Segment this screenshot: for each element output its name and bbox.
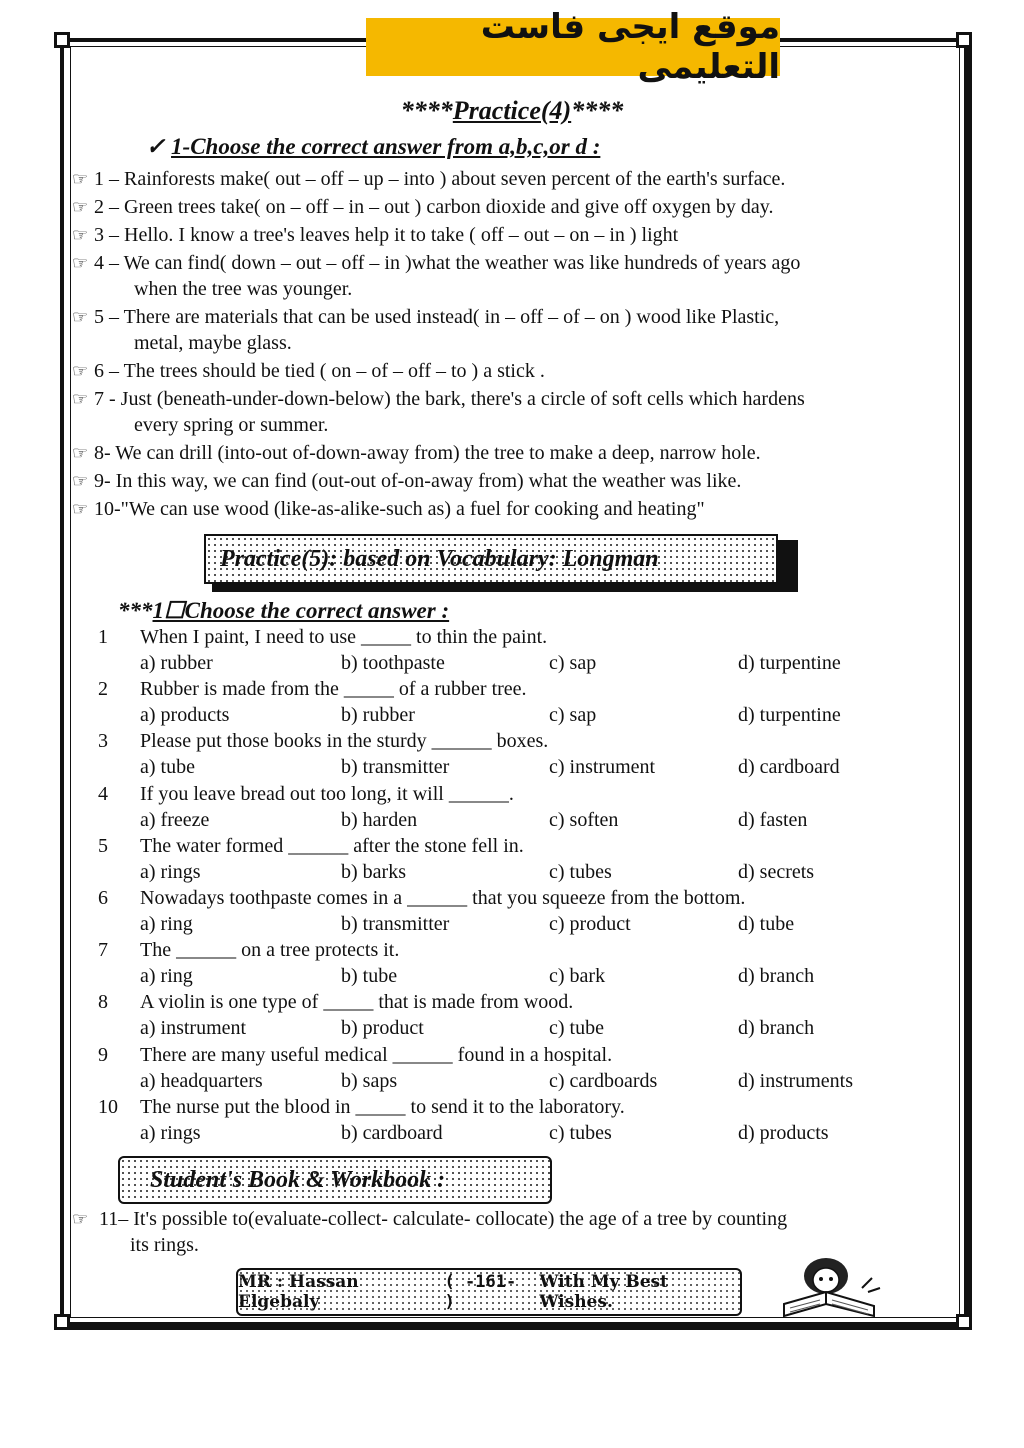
question-text: 11– It's possible to(evaluate-collect- calculate- collocate) the age of a tree by counting — [99, 1208, 788, 1230]
pointer-icon: ☞ — [72, 471, 89, 491]
option-a: a) rings — [140, 1121, 201, 1144]
practice4-instruction — [146, 134, 600, 160]
site-banner — [366, 7, 780, 87]
vocab-options — [0, 756, 1024, 782]
option-b: b) rubber — [341, 704, 415, 727]
vocab-item — [0, 835, 1024, 861]
option-c: c) bark — [549, 965, 606, 988]
option-a: a) freeze — [140, 808, 210, 831]
item-number: 1 — [98, 626, 108, 648]
item-stem: The nurse put the blood in _____ to send it to the laboratory. — [140, 1095, 625, 1118]
option-c: c) tubes — [549, 1121, 612, 1144]
practice5-instruction — [118, 598, 449, 624]
vocab-options — [0, 913, 1024, 939]
question-text: 6 – The trees should be tied ( on – of – off – to ) a stick . — [94, 360, 545, 382]
vocab-options — [0, 965, 1024, 991]
option-a: a) products — [140, 704, 230, 727]
item-stem: When I paint, I need to use _____ to thin the paint. — [140, 626, 548, 648]
option-b: b) tube — [341, 965, 398, 988]
pointer-icon: ☞ — [72, 499, 89, 519]
frame-corner — [54, 32, 70, 48]
question-text: 10-"We can use wood (like-as-alike-such as) a fuel for cooking and heating" — [94, 498, 705, 520]
option-a: a) rubber — [140, 652, 213, 674]
item-number: 5 — [98, 834, 108, 857]
item-stem: There are many useful medical ______ found in a hospital. — [140, 1043, 613, 1066]
item-stem: Rubber is made from the _____ of a rubber tree. — [140, 678, 527, 701]
vocab-options — [0, 1070, 1024, 1096]
question-continuation: when the tree was younger. — [134, 278, 353, 300]
title-stars: **** — [571, 96, 624, 125]
question-text: 8- We can drill (into-out of-down-away from) the tree to make a deep, narrow hole. — [94, 442, 761, 464]
question-item — [72, 222, 678, 249]
option-d: d) tube — [738, 913, 795, 935]
pointer-icon: ☞ — [72, 443, 89, 463]
option-a: a) rings — [140, 860, 201, 883]
option-c: c) tubes — [549, 860, 612, 883]
item-stem: Nowadays toothpaste comes in a ______ that you squeeze from the bottom. — [140, 887, 746, 909]
item-number: 10 — [98, 1095, 118, 1118]
option-b: b) transmitter — [341, 913, 450, 935]
footer-box — [236, 1268, 742, 1316]
footer-author: MR : Hassan Elgebaly — [238, 1272, 359, 1312]
option-c: c) product — [549, 913, 631, 935]
vocab-options — [0, 704, 1024, 730]
vocab-item — [0, 730, 1024, 756]
instruction-text: 1-Choose the correct answer from a,b,c,or d : — [171, 134, 601, 159]
vocab-item — [0, 678, 1024, 704]
option-d: d) branch — [738, 1017, 815, 1040]
item-stem: If you leave bread out too long, it will ______. — [140, 782, 514, 805]
question-item — [72, 386, 805, 436]
workbook-box — [118, 1156, 552, 1204]
option-c: c) cardboards — [549, 1069, 658, 1092]
instruction-stars: *** — [118, 598, 153, 623]
item-number: 9 — [98, 1043, 108, 1066]
option-c: c) tube — [549, 1017, 604, 1040]
vocab-item — [0, 626, 1024, 652]
item-stem: Please put those books in the sturdy ______ boxes. — [140, 730, 549, 753]
question-text: 9- In this way, we can find (out-out of-on-away from) what the weather was like. — [94, 470, 742, 492]
pointer-icon: ☞ — [72, 1209, 89, 1229]
option-a: a) ring — [140, 913, 193, 935]
option-d: d) secrets — [738, 860, 815, 883]
item-number: 3 — [98, 730, 108, 753]
option-b: b) harden — [341, 808, 418, 831]
vocab-item — [0, 1044, 1024, 1070]
frame-corner — [956, 32, 972, 48]
option-d: d) turpentine — [738, 704, 841, 727]
option-d: d) fasten — [738, 808, 808, 831]
pointer-icon: ☞ — [72, 225, 89, 245]
option-d: d) branch — [738, 965, 815, 988]
item-number: 7 — [98, 939, 108, 962]
option-b: b) saps — [341, 1069, 398, 1092]
pointer-icon: ☞ — [72, 361, 89, 381]
pointer-icon: ☞ — [72, 197, 89, 217]
pointer-icon: ☞ — [72, 389, 89, 409]
option-c: c) sap — [549, 652, 597, 674]
check-icon: ✓ — [146, 134, 166, 159]
workbook-box-title: Student's Book & Workbook : — [150, 1166, 446, 1193]
question-text: 5 – There are materials that can be used instead( in – off – of – on ) wood like Plastic, — [94, 306, 780, 328]
vocab-item — [0, 783, 1024, 809]
option-a: a) ring — [140, 965, 193, 988]
question-item — [72, 440, 761, 467]
practice5-box-title: Practice(5): based on Vocabulary: Longman — [220, 545, 659, 572]
question-item — [72, 468, 741, 495]
question-continuation: metal, maybe glass. — [134, 332, 292, 354]
banner-text: موقع ايجى فاست التعليمى — [480, 7, 780, 87]
option-b: b) cardboard — [341, 1121, 443, 1144]
option-c: c) sap — [549, 704, 597, 727]
question-continuation: every spring or summer. — [134, 414, 329, 436]
option-b: b) toothpaste — [341, 652, 445, 674]
pointer-icon: ☞ — [72, 169, 89, 189]
option-c: c) instrument — [549, 756, 656, 779]
item-stem: The water formed ______ after the stone fell in. — [140, 834, 524, 857]
page-number: ( -161- ) — [444, 1272, 517, 1312]
title-stars: **** — [400, 96, 453, 125]
vocab-options — [0, 1122, 1024, 1148]
question-continuation: its rings. — [130, 1234, 199, 1256]
option-d: d) cardboard — [738, 756, 840, 779]
question-item — [72, 166, 785, 193]
reading-mascot-icon — [774, 1252, 884, 1322]
vocab-item — [0, 939, 1024, 965]
practice4-title — [0, 96, 1024, 126]
item-stem: The ______ on a tree protects it. — [140, 939, 400, 962]
practice5-box — [204, 534, 778, 584]
item-number: 4 — [98, 782, 108, 805]
frame-corner — [956, 1314, 972, 1330]
vocab-options — [0, 1017, 1024, 1043]
instruction-text: 1☐Choose the correct answer : — [152, 598, 450, 623]
option-a: a) tube — [140, 756, 195, 779]
option-c: c) soften — [549, 808, 619, 831]
option-a: a) headquarters — [140, 1069, 263, 1092]
question-text: 1 – Rainforests make( out – off – up – into ) about seven percent of the earth's surface. — [94, 168, 786, 190]
question-item — [72, 304, 780, 354]
option-d: d) products — [738, 1121, 829, 1144]
item-number: 2 — [98, 678, 108, 701]
option-b: b) barks — [341, 860, 406, 883]
vocab-item — [0, 991, 1024, 1017]
vocab-options — [0, 652, 1024, 678]
question-item — [72, 250, 801, 300]
option-b: b) transmitter — [341, 756, 450, 779]
item-number: 8 — [98, 991, 108, 1014]
question-item — [72, 358, 545, 385]
question-item — [72, 496, 705, 523]
vocab-item — [0, 887, 1024, 913]
footer-wishes: With My Best Wishes. — [539, 1272, 668, 1312]
question-item — [72, 194, 773, 221]
option-d: d) instruments — [738, 1069, 853, 1092]
workbook-question — [72, 1206, 788, 1256]
question-text: 4 – We can find( down – out – off – in )what the weather was like hundreds of years ago — [94, 252, 801, 274]
pointer-icon: ☞ — [72, 253, 89, 273]
option-d: d) turpentine — [738, 652, 841, 674]
title-text: Practice(4) — [452, 96, 572, 125]
option-a: a) instrument — [140, 1017, 247, 1040]
frame-corner — [54, 1314, 70, 1330]
question-text: 2 – Green trees take( on – off – in – out ) carbon dioxide and give off oxygen by day. — [94, 196, 774, 218]
question-text: 3 – Hello. I know a tree's leaves help it to take ( off – out – on – in ) light — [94, 224, 679, 246]
option-b: b) product — [341, 1017, 424, 1040]
item-number: 6 — [98, 887, 108, 909]
pointer-icon: ☞ — [72, 307, 89, 327]
vocab-options — [0, 861, 1024, 887]
item-stem: A violin is one type of _____ that is made from wood. — [140, 991, 574, 1014]
question-text: 7 - Just (beneath-under-down-below) the bark, there's a circle of soft cells which hardens — [94, 388, 805, 410]
vocab-options — [0, 809, 1024, 835]
vocab-item — [0, 1096, 1024, 1122]
